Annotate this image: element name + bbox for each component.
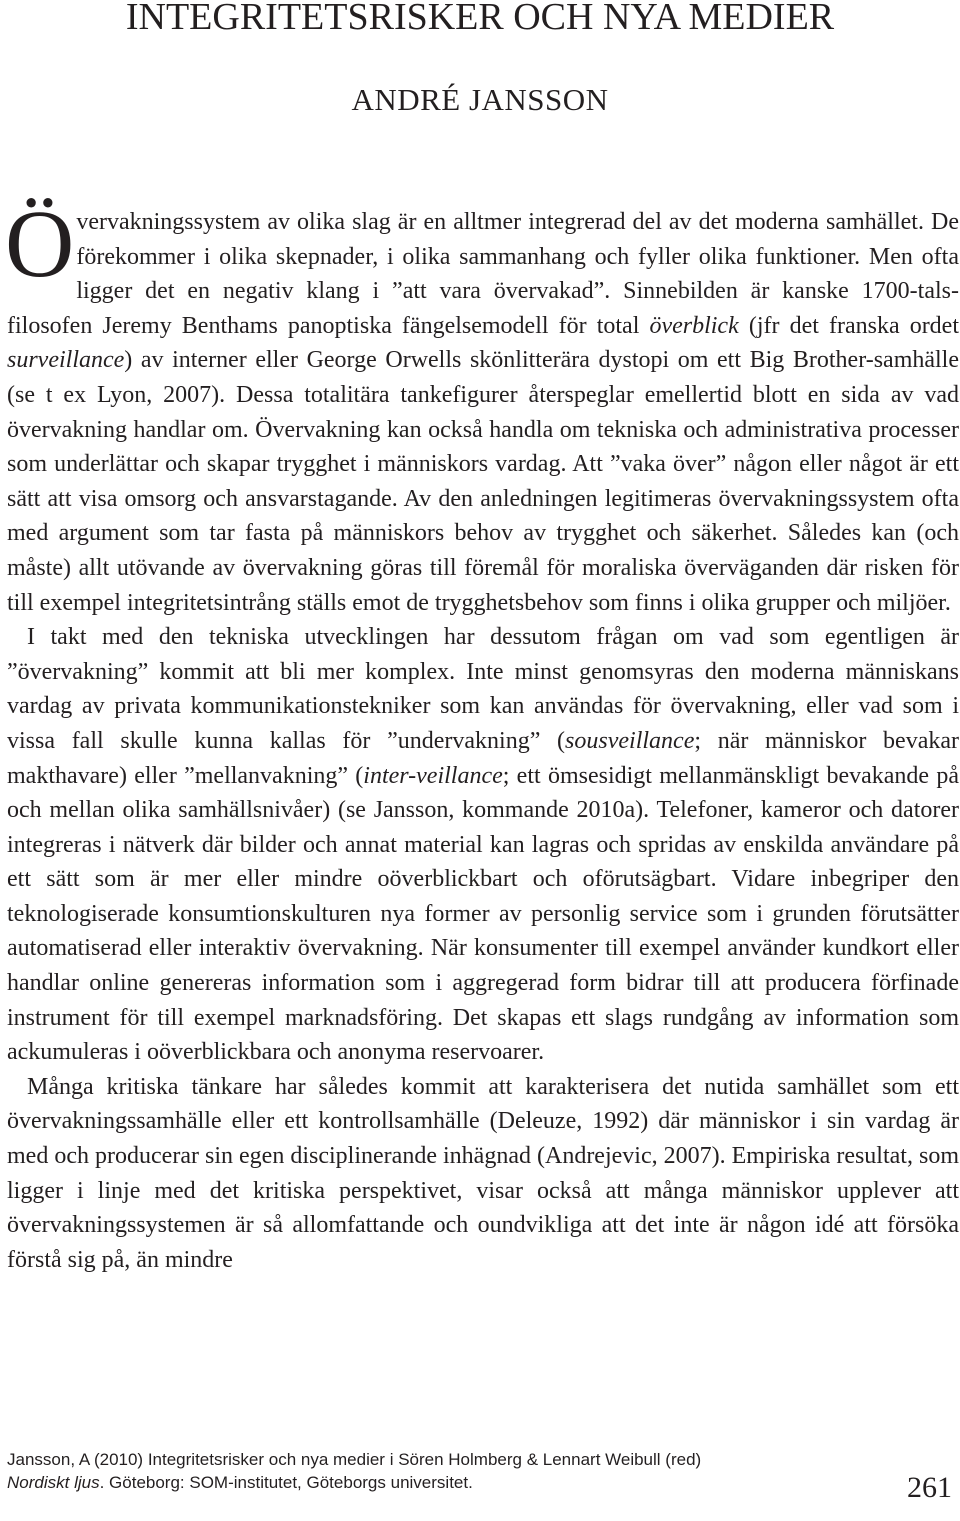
italic-term: sousveillance xyxy=(565,727,695,754)
text-run: vervakningssystem av olika slag är en alltmer integrerad del av det moderna samhället. De förekommer i olika skepnader, i olika sammanhang och fyller olika funktioner. Men ofta ligger det en negativ klang i ”att vara övervakad”. Sinnebilden är kanske 1700-tals-filosofen Jeremy Benthams panoptiska fängelsemodell för total xyxy=(7,209,959,339)
text-run: Många kritiska tänkare har således kommit att karakterisera det nutida samhället som ett övervakningssamhälle eller ett kontrollsamhälle (Deleuze, 1992) där människor i sin vardag är med och producerar sin egen disciplinerande inhägnad (Andrejevic, 2007). Empiriska resultat, som ligger i linje med det kritiska perspektivet, visar också att många människor upplever att övervakningssystemen är så allomfattande och oundvikliga att det inte är någon idé att försöka förstå sig på, än mindre xyxy=(7,1073,959,1273)
citation-book-title: Nordiskt ljus xyxy=(7,1473,100,1492)
article-author: ANDRÉ JANSSON xyxy=(351,82,609,117)
text-run: ) av interner eller George Orwells skönlitterära dystopi om ett Big Brother-samhälle (se t ex Lyon, 2007). Dessa totalitära tankefigurer återspeglar emellertid blott en sida av vad övervakning handlar om. Övervakning kan också handla om tekniska och administrativa processer som underlättar och skapar trygghet i människors vardag. Att ”vaka över” någon eller något är ett sätt att visa omsorg och ansvarstagande. Av den anledningen legitimeras övervakningssystem ofta med argument som tar fasta på människors behov av trygghet och säkerhet. Således kan (och måste) allt utövande av övervakning göras till föremål för moraliska överväganden där risken för till exempel integritetsintrång ställs emot de trygghetsbehov som finns i olika grupper och miljöer. xyxy=(7,347,959,616)
text-run: ; när människor bevakar makthavare) eller ”mellanvakning” ( xyxy=(7,727,960,789)
citation-footer xyxy=(7,1448,701,1494)
body-paragraph xyxy=(5,190,960,620)
article-title: INTEGRITETSRISKER OCH NYA MEDIER xyxy=(125,0,835,38)
page-number: 261 xyxy=(907,1471,952,1504)
italic-term: inter-veillance xyxy=(363,762,503,789)
italic-term: överblick xyxy=(649,312,739,339)
text-run: ; ett ömsesidigt mellanmänskligt bevakande på och mellan olika samhällsnivåer) (se Jansson, kommande 2010a). Telefoner, kameror och datorer integreras i nätverk där bilder och annat material kan lagras och spridas av enskilda användare på ett sätt som är mer eller mindre oöverblickbart och oförutsägbart. Vidare inbegriper den teknologiserade konsumtionskulturen nya former av personlig service som i grunden förutsätter automatiserad eller interaktiv övervakning. När konsumenter till exempel använder kundkort eller handlar online genereras information som i aggregerad form bidrar till att producera förfinade instrument för till exempel marknadsföring. Det skapas ett slags rundgång av information som ackumuleras i oöverblickbara och anonyma reservoarer. xyxy=(7,762,959,1066)
article-body xyxy=(5,190,960,1277)
body-paragraph xyxy=(7,1070,959,1278)
text-run: (jfr det franska ordet xyxy=(738,312,960,339)
citation-line-2 xyxy=(7,1471,701,1494)
body-paragraph xyxy=(7,620,959,1070)
citation-publisher: . Göteborg: SOM-institutet, Göteborgs universitet. xyxy=(99,1473,473,1492)
text-run: I takt med den tekniska utvecklingen har dessutom frågan om vad som egentligen är ”övervakning” kommit att bli mer komplex. Inte minst genomsyras den moderna människans vardag av privata kommunikationstekniker som kan användas för övervakning, eller vad som i vissa fall skulle kunna kallas för ”undervakning” ( xyxy=(7,624,959,754)
citation-line-1: Jansson, A (2010) Integritetsrisker och nya medier i Sören Holmberg & Lennart Weibull (red) xyxy=(7,1450,702,1469)
drop-cap: Ö xyxy=(5,190,75,297)
italic-term: surveillance xyxy=(7,347,125,374)
